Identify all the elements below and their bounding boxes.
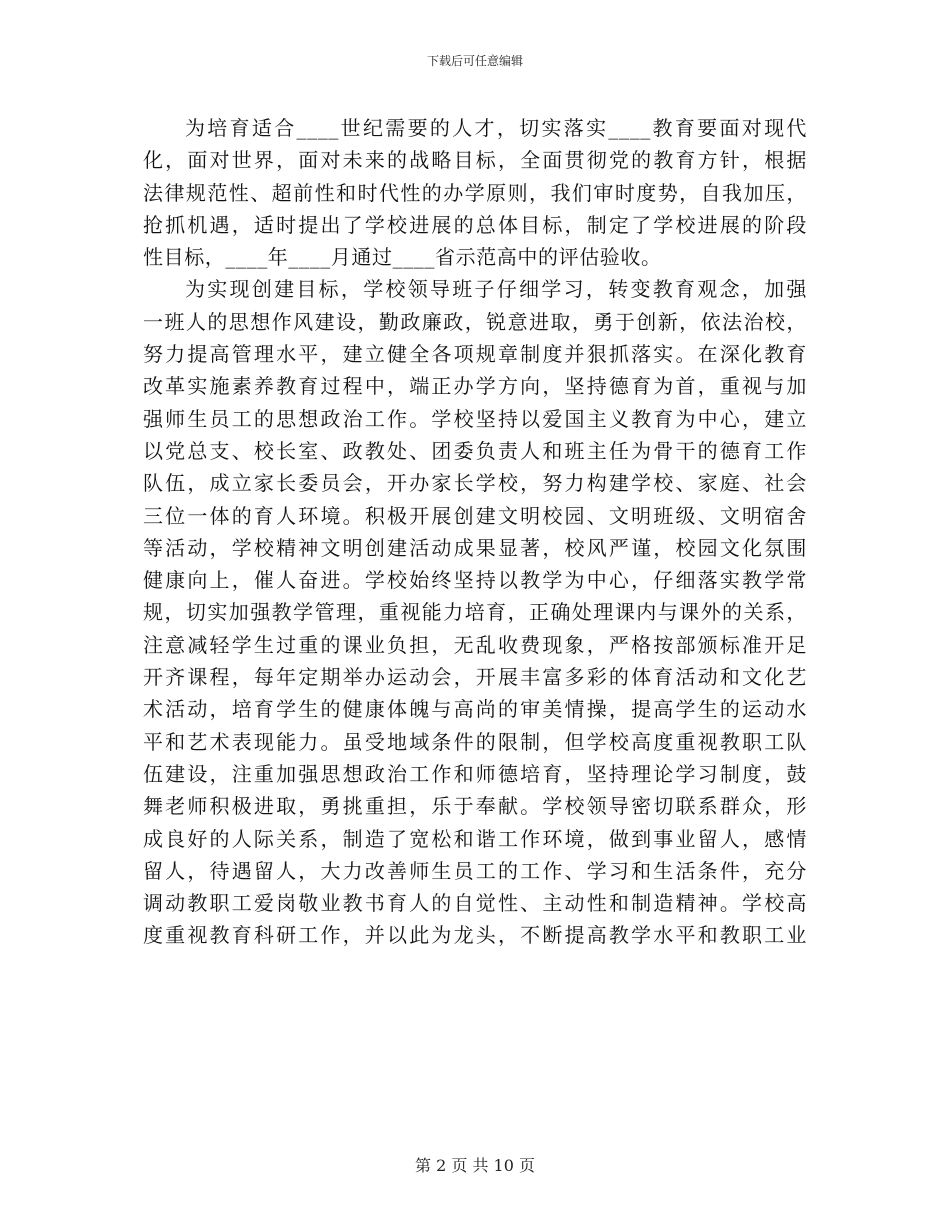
text-line: 队伍，成立家长委员会，开办家长学校，努力构建学校、家庭、社会 [143,471,807,496]
paragraph [143,273,807,951]
text-line: 化，面对世界，面对未来的战略目标，全面贯彻党的教育方针，根据 [143,148,807,173]
text-line: 调动教职工爱岗敬业教书育人的自觉性、主动性和制造精神。学校高 [143,891,807,916]
text-line: 注意减轻学生过重的课业负担，无乱收费现象，严格按部颁标准开足 [143,632,807,657]
text-line: 伍建设，注重加强思想政治工作和师德培育，坚持理论学习制度，鼓 [143,761,807,786]
document-body [143,112,807,952]
text-line: 留人，待遇留人，大力改善师生员工的工作、学习和生活条件，充分 [143,858,807,883]
text-line: 三位一体的育人环境。积极开展创建文明校园、文明班级、文明宿舍 [143,503,807,528]
text-line: 平和艺术表现能力。虽受地域条件的限制，但学校高度重视教职工队 [143,729,807,754]
text-line: 改革实施素养教育过程中，端正办学方向，坚持德育为首，重视与加 [143,374,807,399]
page-header [0,53,950,69]
paragraph [143,112,807,273]
text-line: 为培育适合____世纪需要的人才，切实落实____教育要面对现代 [185,116,807,140]
text-line: 规，切实加强教学管理，重视能力培育，正确处理课内与课外的关系， [143,600,807,625]
text-line: 性目标，____年____月通过____省示范高中的评估验收。 [143,245,662,270]
text-line: 努力提高管理水平，建立健全各项规章制度并狠抓落实。在深化教育 [143,342,807,367]
text-line: 一班人的思想作风建设，勤政廉政，锐意进取，勇于创新，依法治校， [143,309,807,334]
text-line: 成良好的人际关系，制造了宽松和谐工作环境，做到事业留人，感情 [143,826,807,851]
text-line: 抢抓机遇，适时提出了学校进展的总体目标，制定了学校进展的阶段 [143,212,807,237]
header-note: 下载后可任意编辑 [426,54,523,68]
text-line: 法律规范性、超前性和时代性的办学原则，我们审时度势，自我加压， [143,180,807,205]
text-line: 开齐课程，每年定期举办运动会，开展丰富多彩的体育活动和文化艺 [143,665,807,690]
text-line: 度重视教育科研工作，并以此为龙头，不断提高教学水平和教职工业 [143,923,807,948]
page-number: 第 2 页 共 10 页 [415,1156,535,1175]
text-line: 以党总支、校长室、政教处、团委负责人和班主任为骨干的德育工作 [143,438,807,463]
page-footer [0,1156,950,1176]
text-line: 强师生员工的思想政治工作。学校坚持以爱国主义教育为中心，建立 [143,406,807,431]
text-line: 舞老师积极进取，勇挑重担，乐于奉献。学校领导密切联系群众，形 [143,794,807,819]
text-line: 为实现创建目标，学校领导班子仔细学习，转变教育观念，加强 [185,277,807,302]
text-line: 健康向上，催人奋进。学校始终坚持以教学为中心，仔细落实教学常 [143,568,807,593]
text-line: 等活动，学校精神文明创建活动成果显著，校风严谨，校园文化氛围 [143,535,807,560]
text-line: 术活动，培育学生的健康体魄与高尚的审美情操，提高学生的运动水 [143,697,807,722]
